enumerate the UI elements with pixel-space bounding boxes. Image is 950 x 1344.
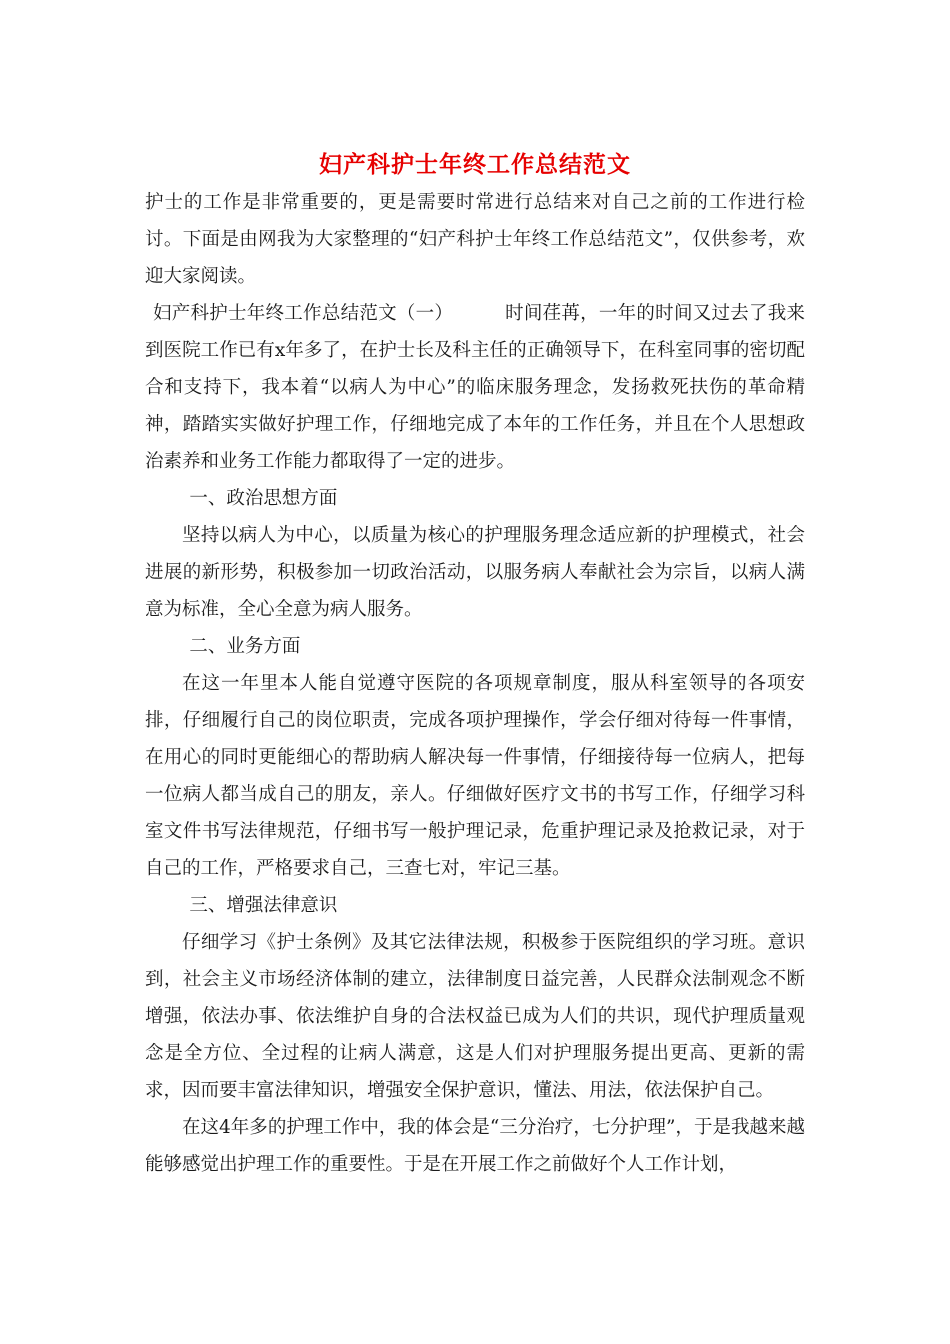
heading-political: 一、政治思想方面 bbox=[189, 488, 338, 509]
section-lead-text: 时间荏苒，一年的时间又过去了我来到医院工作已有x年多了，在护士长及科主任的正确领导下，在科室同事的密切配合和支持下，我本着“以病人为中心”的临床服务理念，发扬救死扶伤的革命精神，踏踏实实做好护理工作，仔细地完成了本年的工作任务，并且在个人思想政治素养和业务工作能力都取得了一定的进步。 bbox=[145, 303, 805, 472]
paragraph-political: 坚持以病人为中心，以质量为核心的护理服务理念适应新的护理模式，社会进展的新形势，积极参加一切政治活动，以服务病人奉献社会为宗旨，以病人满意为标准，全心全意为病人服务。 bbox=[145, 525, 805, 620]
document-title: 妇产科护士年终工作总结范文 bbox=[319, 152, 631, 178]
section-one-paragraph bbox=[145, 295, 805, 480]
paragraph-legal: 仔细学习《护士条例》及其它法律法规，积极参于医院组织的学习班。意识到，社会主义市场经济体制的建立，法律制度日益完善，人民群众法制观念不断增强，依法办事、依法维护自身的合法权益已成为人们的共识，现代护理质量观念是全方位、全过程的让病人满意，这是人们对护理服务提出更高、更新的需求，因而要丰富法律知识，增强安全保护意识，懂法、用法，依法保护自己。 bbox=[145, 932, 805, 1101]
paragraph-business: 在这一年里本人能自觉遵守医院的各项规章制度，服从科室领导的各项安排，仔细履行自己的岗位职责，完成各项护理操作，学会仔细对待每一件事情，在用心的同时更能细心的帮助病人解决每一件事情，仔细接待每一位病人，把每一位病人都当成自己的朋友，亲人。仔细做好医疗文书的书写工作，仔细学习科室文件书写法律规范，仔细书写一般护理记录，危重护理记录及抢救记录，对于自己的工作，严格要求自己，三查七对，牢记三基。 bbox=[145, 673, 805, 879]
heading-business: 二、业务方面 bbox=[189, 636, 301, 657]
paragraph-experience: 在这4年多的护理工作中，我的体会是“三分治疗，七分护理”，于是我越来越能够感觉出护理工作的重要性。于是在开展工作之前做好个人工作计划， bbox=[145, 1117, 805, 1175]
heading-legal: 三、增强法律意识 bbox=[189, 895, 338, 916]
document-page bbox=[145, 148, 805, 1183]
intro-paragraph: 护士的工作是非常重要的，更是需要时常进行总结来对自己之前的工作进行检讨。下面是由网我为大家整理的“妇产科护士年终工作总结范文”，仅供参考，欢迎大家阅读。 bbox=[145, 192, 805, 287]
section-label: 妇产科护士年终工作总结范文（一） bbox=[153, 303, 454, 324]
